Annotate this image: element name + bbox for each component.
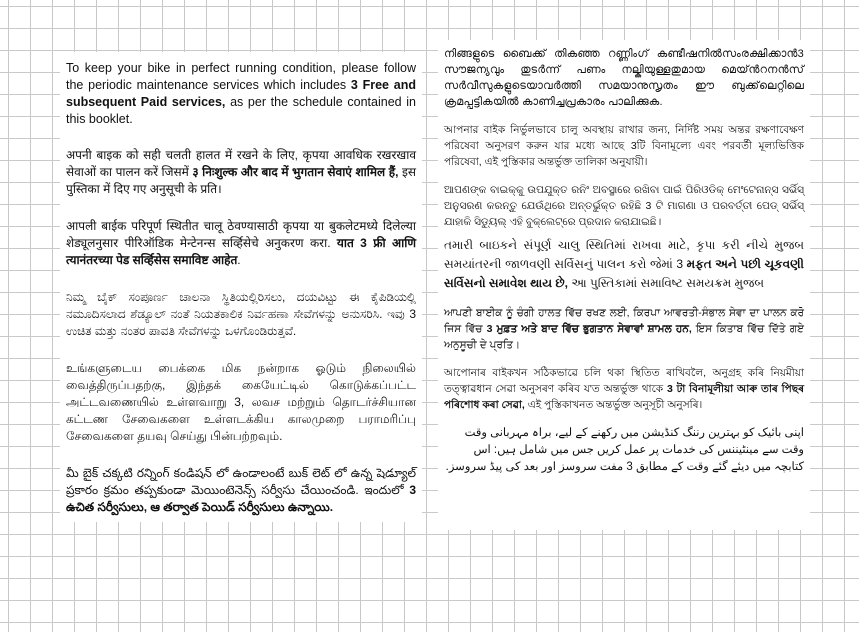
paragraph-english	[66, 60, 416, 128]
paragraph-bengali-text: আপনার বাইক নির্ভুলভাবে চালু অবস্থায় রাখার জন্য, নির্দিষ্ট সময় অন্তর রক্ষণাবেক্ষণ পরিষেবা অনুসরণ করুন যার মধ্যে আছে 3টি বিনামূল্যে এবং পরবর্তী মূল্যভিত্তিক পরিষেবা, এই পুস্তিকার অন্তর্ভুক্ত তালিকা অনুযায়ী।	[444, 124, 804, 168]
paragraph-marathi	[66, 218, 416, 269]
paragraph-hindi-text: अपनी बाइक को सही चलती हालत में रखने के लिए, कृपया आवधिक रखरखाव सेवाओं का पालन करें जिसमें	[66, 148, 416, 179]
right-column	[438, 40, 810, 530]
paragraph-english-bold: 3 Free and subsequent Paid services,	[66, 78, 416, 109]
paragraph-hindi	[66, 147, 416, 198]
paragraph-urdu	[444, 425, 804, 476]
paragraph-english-tail: as per the schedule contained in this booklet.	[66, 95, 417, 126]
paragraph-punjabi	[444, 305, 804, 353]
paragraph-kannada	[66, 289, 416, 340]
paragraph-hindi-bold: ३ निःशुल्क और बाद में भुगतान सेवाएं शामिल हैं,	[192, 165, 399, 179]
paragraph-hindi-tail: इस पुस्तिका में दिए गए अनुसूची के प्रति।	[66, 165, 417, 196]
paragraph-punjabi-text: ਆਪਣੀ ਬਾਈਕ ਨੂੰ ਚੰਗੀ ਹਾਲਤ ਵਿੱਚ ਰਖਣ ਲਈ, ਕਿਰਪਾ ਆਵਰਤੀ-ਸੰਭਾਲ ਸੇਵਾ ਦਾ ਪਾਲਨ ਕਰੋ ਜਿਸ ਵਿੱਚ	[444, 307, 804, 335]
paragraph-telugu-text: మీ బైక్ చక్కటి రన్నింగ్ కండిషన్ లో ఉండాలంటే బుక్ లెట్ లో ఉన్న షెడ్యూల్ ప్రకారం క్రమం తప్పకుండా మెయింటెనెన్స్ సర్వీసు చేయించండి. ఇందులో	[66, 466, 416, 497]
paragraph-odia-text: ଆପଣଙ୍କ ବାଇକ୍‌କୁ ଉପଯୁକ୍ତ ରନିଂ ଅବସ୍ଥାରେ ରଖିବା ପାଇଁ ପିରିଓଡିକ୍ ମେଂଟେନାନ୍ସ ସର୍ଭିସ୍ ଅନୁସରଣ କରନ୍ତୁ ଯେଉଁଥିରେ ଅନ୍ତର୍ଭୁକ୍ତ ରହିଛି 3 ଟି ମାଗଣା ଓ ପରବର୍ତ୍ତୀ ପେଡ୍ ସର୍ଭିସ୍ ଯାହାକି ସିଡ୍ୟୁଲ୍ ଏହି ବୁକ୍‌ଲେଟ୍‌ରେ ପ୍ରଦାନ କରାଯାଇଛି।	[444, 184, 804, 228]
paragraph-assamese-tail: এই পুস্তিকাখনত অন্তৰ্ভুক্ত অনুসূচী অনুসৰি।	[524, 399, 703, 411]
paragraph-odia	[444, 182, 804, 230]
paragraph-urdu-text: اپنی بائیک کو بہترین رننگ کنڈیشن میں رکھنے کے لیے، براہ مہربانی وقت وقت سے مینٹیننس کی خدمات پر عمل کریں جس میں شامل ہیں: اس کتابچہ میں دیئے گئے وقت کے مطابق 3 مفت سروسز اور بعد کی پیڈ سروسز.	[445, 427, 804, 473]
paragraph-telugu	[66, 465, 416, 516]
left-column	[60, 52, 422, 522]
paragraph-tamil	[66, 360, 416, 445]
paragraph-malayalam-text: നിങ്ങളുടെ ബൈക്ക് തികഞ്ഞ റണ്ണിംഗ് കണ്ടീഷനിൽസംരക്ഷിക്കാൻ3 സൗജന്യവും തുടർന്ന് പണം നല്കിയുള്ളതുമായ മെയ്ൻറനൻസ് സർവീസുകളുടെയാവർത്തി സമയാനുസൃതം ഈ ബുക്ക്‌ലെറ്റിലെ ക്രമപ്പട്ടികയിൽ കാണിച്ചപ്രകാരം പാലിക്കുക.	[444, 48, 804, 108]
paragraph-marathi-text: आपली बाईक परिपूर्ण स्थितीत चालू ठेवण्यासाठी कृपया या बुकलेटमध्ये दिलेल्या शेड्यूलनुसार पीरिऑडिक मेन्टेनन्स सर्व्हिसेचे अनुकरण करा.	[66, 219, 416, 250]
paragraph-assamese	[444, 365, 804, 413]
paragraph-marathi-tail: .	[237, 253, 241, 267]
paragraph-malayalam	[444, 46, 804, 110]
paragraph-gujarati	[444, 236, 804, 293]
paragraph-gujarati-tail: આ પુસ્તિકામાં સમાવિષ્ટ સમયક્રમ મુજબ	[568, 276, 764, 290]
paragraph-tamil-text: உங்களுடைய பைக்கை மிக நன்றாக ஓடும் நிலையில் வைத்திருப்பதற்கு, இந்தக் கையேட்டில் கொடுக்கப்பட்ட அட்டவணையில் உள்ளவாறு 3, லவச மற்றும் தொடர்ச்சியான கட்டண சேவைகளை உள்ளடக்கிய காலமுறை பராமரிப்பு சேவைகளை தயவு செய்து பின்பற்றவும்.	[66, 361, 416, 443]
paragraph-english-text: To keep your bike in perfect running condition, please follow the periodic maintenance services which includes	[66, 61, 416, 92]
paragraph-kannada-text: ನಿಮ್ಮ ಬೈಕ್ ಸಂಪೂರ್ಣ ಚಾಲನಾ ಸ್ಥಿತಿಯಲ್ಲಿರಿಸಲು, ದಯವಿಟ್ಟು ಈ ಕೈಪಿಡಿಯಲ್ಲಿ ನಮೂದಿಸಲಾದ ಶೆಡ್ಯೂಲ್ ನಂತೆ ನಿಯತಕಾಲಿಕ ನಿರ್ವಹಣಾ ಸೇವೆಗಳನ್ನು ಅನುಸರಿಸಿ. ಇವು 3 ಉಚಿತ ಮತ್ತು ನಂತರ ಪಾವತಿ ಸೇವೆಗಳನ್ನು ಒಳಗೊಂಡಿರುತ್ತವೆ.	[66, 290, 416, 338]
paragraph-bengali	[444, 122, 804, 170]
paragraph-assamese-text: আপোনাৰ বাইকখন সঠিকভাৱে চলি থকা স্থিতিত ৰাখিবলৈ, অনুগ্ৰহ কৰি নিয়মীয়া তত্ত্বাৱধান সেৱা অনুসৰণ কৰিব য'ত অন্তৰ্ভুক্ত থাকে	[444, 367, 804, 395]
paragraph-gujarati-text: તમારી બાઇકને સંપૂર્ણ ચાલુ સ્થિતિમાં રાખવા માટે, કૃપા કરી નીચે મુજબ સમયાંતરની જાળવણી સર્વિસનું પાલન કરો જેમાં 3	[444, 238, 804, 271]
paragraph-punjabi-tail: ਇਸ ਕਿਤਾਬ ਵਿੱਚ ਦਿੱਤੇ ਗਏ ਅਨੁਸੂਚੀ ਦੇ ਪ੍ਰਤਿ।	[444, 323, 804, 351]
paragraph-marathi-bold: यात 3 फ्री आणि त्यानंतरच्या पेड सर्व्हिसेस समाविष्ट आहेत	[66, 236, 416, 267]
paragraph-gujarati-bold: મફત અને પછી ચૂકવણી સર્વિસનો સમાવેશ થાય છે,	[444, 257, 804, 290]
paragraph-assamese-bold: 3 টা বিনামূলীয়া আৰু তাৰ পিছৰ পৰিশোধ কৰা সেৱা,	[444, 383, 804, 411]
paragraph-telugu-bold: 3 ఉచిత సర్వీసులు, ఆ తర్వాత పెయిడ్ సర్వీసులు ఉన్నాయి.	[66, 483, 416, 514]
paragraph-punjabi-bold: 3 ਮੁਫ਼ਤ ਅਤੇ ਬਾਦ ਵਿੱਚ ਭੁਗਤਾਨ ਸੇਵਾਵਾਂ ਸ਼ਾਮਲ ਹਨ,	[486, 323, 692, 335]
